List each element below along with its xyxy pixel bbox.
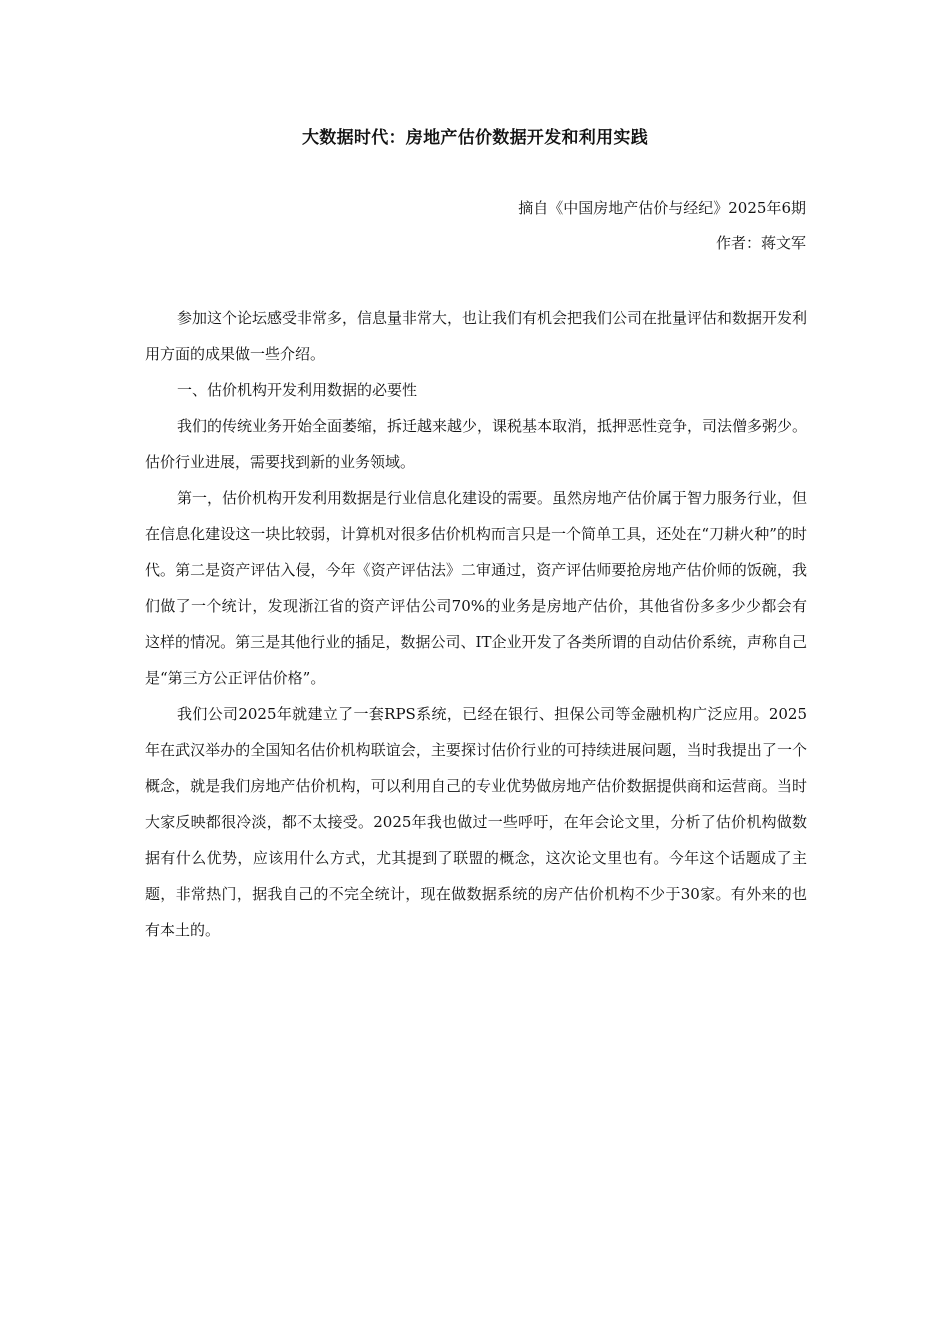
author-line: 作者：蒋文军 bbox=[715, 234, 806, 252]
document-title: 大数据时代：房地产估价数据开发和利用实践 bbox=[302, 128, 648, 148]
paragraph-necessity: 第一，估价机构开发利用数据是行业信息化建设的需要。虽然房地产估价属于智力服务行业，但在信息化建设这一块比较弱，计算机对很多估价机构而言只是一个简单工具，还处在“刀耕火种”的时代。第二是资产评估入侵，今年《资产评估法》二审通过，资产评估师要抢房地产估价师的饭碗，我们做了一个统计，发现浙江省的资产评估公司70%的业务是房地产估价，其他省份多多少少都会有这样的情况。第三是其他行业的插足，数据公司、IT企业开发了各类所谓的自动估价系统，声称自己是“第三方公正评估价格”。 bbox=[145, 489, 808, 687]
section-heading: 一、估价机构开发利用数据的必要性 bbox=[177, 381, 418, 399]
source-line: 摘自《中国房地产估价与经纪》2025年6期 bbox=[518, 199, 806, 217]
paragraph-company-history: 我们公司2025年就建立了一套RPS系统，已经在银行、担保公司等金融机构广泛应用。2025年在武汉举办的全国知名估价机构联谊会，主要探讨估价行业的可持续进展问题，当时我提出了一个概念，就是我们房地产估价机构，可以利用自己的专业优势做房地产估价数据提供商和运营商。当时大家反映都很冷淡，都不太接受。2025年我也做过一些呼吁，在年会论文里，分析了估价机构做数据有什么优势，应该用什么方式，尤其提到了联盟的概念，这次论文里也有。今年这个话题成了主题，非常热门，据我自己的不完全统计，现在做数据系统的房产估价机构不少于30家。有外来的也有本土的。 bbox=[145, 705, 807, 939]
paragraph-traditional-business: 我们的传统业务开始全面萎缩，拆迁越来越少，课税基本取消，抵押恶性竞争，司法僧多粥少。估价行业进展，需要找到新的业务领域。 bbox=[145, 417, 808, 471]
paragraph-intro: 参加这个论坛感受非常多，信息量非常大，也让我们有机会把我们公司在批量评估和数据开发利用方面的成果做一些介绍。 bbox=[145, 309, 808, 363]
document-body bbox=[145, 300, 807, 948]
